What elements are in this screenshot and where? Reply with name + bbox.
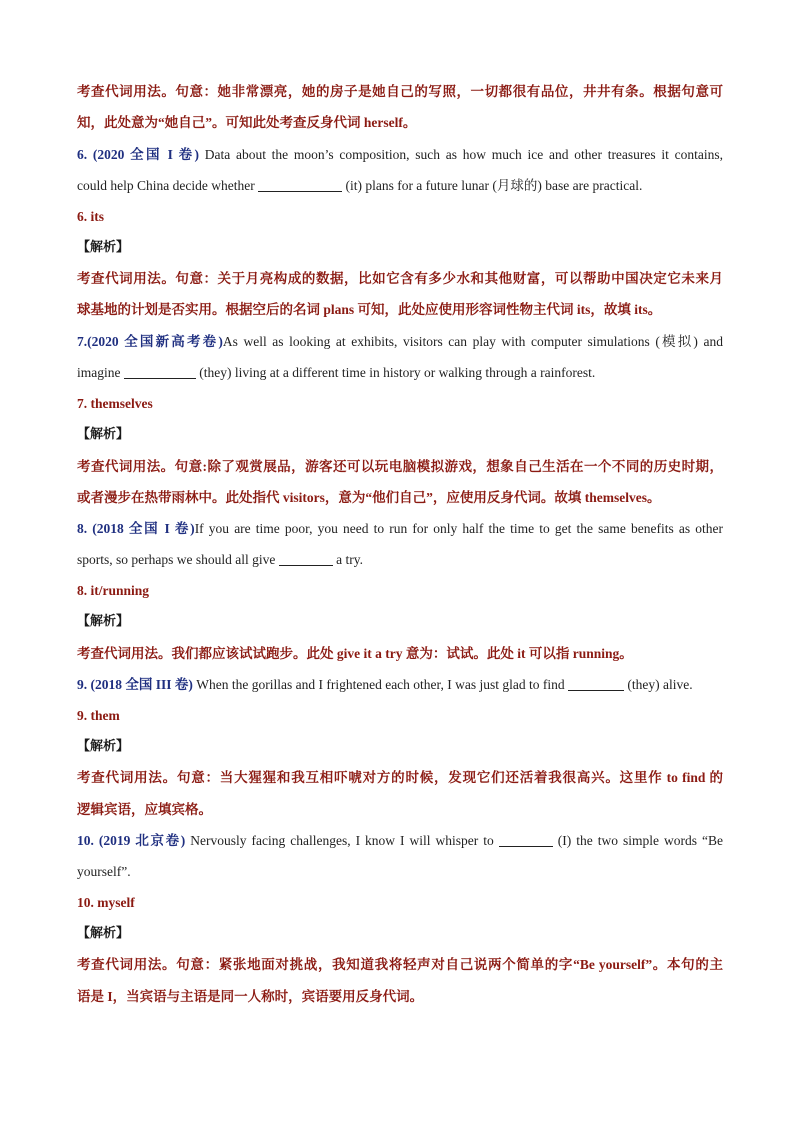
question-7-line-1 [77, 333, 723, 351]
explanation-line: 考查代词用法。句意：当大猩猩和我互相吓唬对方的时候，发现它们还活着我很高兴。这里作 to find 的 [77, 770, 723, 785]
question-text: a try. [336, 552, 363, 567]
explanation-line: 考查代词用法。句意：她非常漂亮，她的房子是她自己的写照，一切都很有品位，井井有条。根据句意可 [77, 84, 723, 99]
explanation-line: 知，此处意为“她自己”。可知此处考查反身代词 herself。 [77, 115, 417, 130]
question-number: 7. [77, 334, 88, 349]
analysis-heading: 【解析】 [77, 614, 130, 629]
question-number: 10. [77, 833, 94, 848]
analysis-heading: 【解析】 [77, 427, 130, 442]
question-source: (2018 全国 I 卷) [92, 521, 195, 536]
question-text: Nervously facing challenges, I know I will whisper to [190, 833, 494, 848]
question-text: (they) living at a different time in history or walking through a rainforest. [199, 365, 596, 380]
question-source: (2019 北京卷) [98, 833, 186, 848]
question-10-line-2: yourself”. [77, 864, 131, 879]
question-source: (2020 全国新高考卷) [87, 334, 223, 349]
question-7-line-2 [77, 364, 723, 382]
answer-8: 8. it/running [77, 583, 150, 598]
question-source: (2018 全国 III 卷) [90, 677, 193, 692]
explanation-line: 考查代词用法。句意：关于月亮构成的数据，比如它含有多少水和其他财富，可以帮助中国决定它未来月 [77, 271, 723, 286]
question-text: imagine [77, 365, 121, 380]
explanation-line: 考查代词用法。句意:除了观赏展品，游客还可以玩电脑模拟游戏，想象自己生活在一个不同的历史时期， [77, 459, 723, 474]
question-text: As well as looking at exhibits, visitors can play with computer simulations (模拟) and [222, 334, 723, 349]
answer-7: 7. themselves [77, 396, 153, 411]
analysis-heading: 【解析】 [77, 926, 130, 941]
question-6-line-1 [77, 146, 723, 164]
question-number: 8. [77, 521, 88, 536]
question-text: (they) alive. [627, 677, 693, 692]
explanation-line: 考查代词用法。句意：紧张地面对挑战，我知道我将轻声对自己说两个简单的字“Be yourself”。本句的主 [77, 957, 723, 972]
question-text: (it) plans for a future lunar (月球的) base are practical. [345, 178, 643, 193]
analysis-heading: 【解析】 [77, 739, 130, 754]
explanation-line: 逻辑宾语，应填宾格。 [77, 802, 212, 817]
question-8-line-1 [77, 520, 723, 538]
question-10-line-1 [77, 832, 723, 850]
answer-blank [279, 552, 333, 566]
question-8-line-2 [77, 551, 723, 569]
explanation-line: 考查代词用法。我们都应该试试跑步。此处 give it a try 意为：试试。此处 it 可以指 running。 [77, 646, 633, 661]
question-6-line-2 [77, 177, 723, 195]
answer-blank [499, 833, 553, 847]
answer-blank [124, 365, 196, 379]
answer-blank [568, 677, 624, 691]
explanation-line: 球基地的计划是否实用。根据空后的名词 plans 可知，此处应使用形容词性物主代词 its，故填 its。 [77, 302, 662, 317]
explanation-line: 或者漫步在热带雨林中。此处指代 visitors，意为“他们自己”，应使用反身代词。故填 themselves。 [77, 490, 661, 505]
question-source: (2020 全国 I 卷) [92, 147, 199, 162]
question-9-line-1 [77, 676, 723, 694]
analysis-heading: 【解析】 [77, 240, 130, 255]
question-text: When the gorillas and I frightened each other, I was just glad to find [196, 677, 565, 692]
answer-blank [258, 178, 342, 192]
answer-10: 10. myself [77, 895, 135, 910]
question-text: could help China decide whether [77, 178, 255, 193]
question-number: 9. [77, 677, 88, 692]
answer-9: 9. them [77, 708, 120, 723]
answer-6: 6. its [77, 209, 104, 224]
question-number: 6. [77, 147, 88, 162]
question-text: (I) the two simple words “Be [557, 833, 724, 848]
question-text: If you are time poor, you need to run for only half the time to get the same benefits as other [194, 521, 724, 536]
question-text: sports, so perhaps we should all give [77, 552, 276, 567]
explanation-line: 语是 I，当宾语与主语是同一人称时，宾语要用反身代词。 [77, 989, 424, 1004]
question-text: Data about the moon’s composition, such as how much ice and other treasures it contains, [204, 147, 724, 162]
